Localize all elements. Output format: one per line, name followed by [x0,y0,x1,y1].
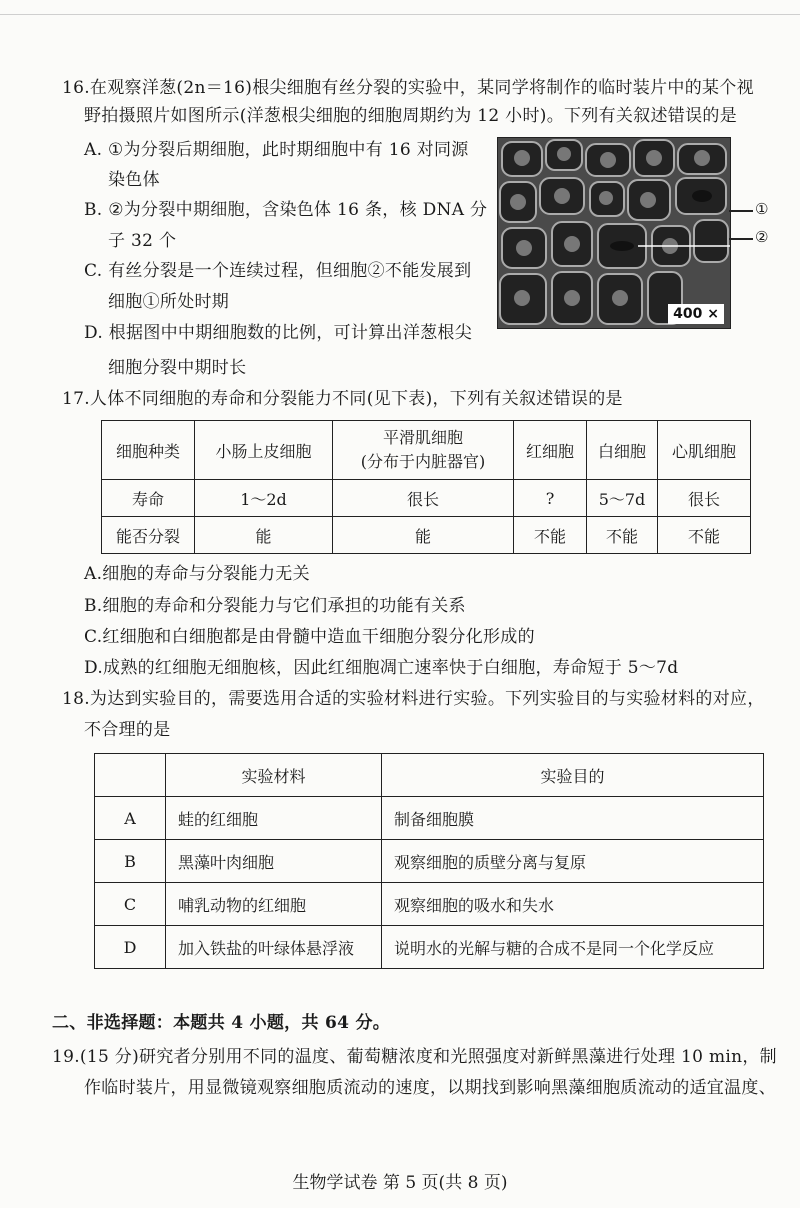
table-row [95,883,764,926]
table-cell: 很长 [333,480,514,517]
table-cell: D [95,926,166,969]
q18-material-table [94,753,764,969]
table-cell: 蛙的红细胞 [166,797,382,840]
q18-stem-line1: 18.为达到实验目的，需要选用合适的实验材料进行实验。下列实验目的与实验材料的对应， [62,689,765,709]
table-cell: A [95,797,166,840]
table-cell: 制备细胞膜 [382,797,764,840]
table-cell: 5～7d [587,480,658,517]
q16-stem-line2: 野拍摄照片如图所示(洋葱根尖细胞的细胞周期约为 12 小时)。下列有关叙述错误的是 [84,106,738,126]
table-header-cell: 实验材料 [166,754,382,797]
table-cell: 黑藻叶肉细胞 [166,840,382,883]
table-cell: 能否分裂 [102,517,195,554]
table-cell: 1～2d [195,480,333,517]
table-row [95,797,764,840]
q17-stem: 17.人体不同细胞的寿命和分裂能力不同(见下表)，下列有关叙述错误的是 [62,389,623,409]
table-cell: 能 [195,517,333,554]
table-cell: 不能 [587,517,658,554]
table-header-cell: 小肠上皮细胞 [195,421,333,480]
q18-stem-line2: 不合理的是 [84,720,171,740]
q17-option-b: B.细胞的寿命和分裂能力与它们承担的功能有关系 [84,596,466,616]
micrograph-image [497,137,731,329]
table-cell: C [95,883,166,926]
table-header-cell: 实验目的 [382,754,764,797]
table-header-row [102,421,751,480]
table-header-cell: 红细胞 [514,421,587,480]
q16-option-b-cont: 子 32 个 [108,231,177,251]
table-cell: 观察细胞的质壁分离与复原 [382,840,764,883]
table-header-cell: 白细胞 [587,421,658,480]
q16-option-c-cont: 细胞①所处时期 [108,292,230,312]
callout-label-2: ② [755,228,769,246]
q16-option-d-cont: 细胞分裂中期时长 [108,358,247,378]
section-heading: 二、非选择题：本题共 4 小题，共 64 分。 [52,1013,391,1033]
magnification-label: 400 × [668,304,724,324]
table-cell: 很长 [658,480,751,517]
table-header-cell: 心肌细胞 [658,421,751,480]
q17-option-c: C.红细胞和白细胞都是由骨髓中造血干细胞分裂分化形成的 [84,627,535,647]
header-smooth-muscle: 平滑肌细胞 [382,428,463,447]
table-cell: 不能 [658,517,751,554]
page-footer: 生物学试卷 第 5 页(共 8 页) [292,1173,508,1193]
top-rule [0,14,800,15]
header-smooth-muscle-sub: (分布于内脏器官) [360,452,486,471]
table-cell: ? [514,480,587,517]
callout-line-1 [729,210,753,212]
table-cell: 观察细胞的吸水和失水 [382,883,764,926]
callout-label-1: ① [755,200,769,218]
table-cell: 哺乳动物的红细胞 [166,883,382,926]
q19-line2: 作临时装片，用显微镜观察细胞质流动的速度，以期找到影响黑藻细胞质流动的适宜温度、 [84,1078,776,1098]
table-cell: 寿命 [102,480,195,517]
q16-option-d: D. 根据图中中期细胞数的比例，可计算出洋葱根尖 [84,323,473,343]
micrograph-cells [498,138,730,328]
table-cell: 说明水的光解与糖的合成不是同一个化学反应 [382,926,764,969]
table-cell: 加入铁盐的叶绿体悬浮液 [166,926,382,969]
q17-option-a: A.细胞的寿命与分裂能力无关 [84,564,310,584]
table-header-cell: 细胞种类 [102,421,195,480]
q17-option-d: D.成熟的红细胞无细胞核，因此红细胞凋亡速率快于白细胞，寿命短于 5～7d [84,658,679,678]
table-header-row [95,754,764,797]
q16-stem-line1: 16.在观察洋葱(2n＝16)根尖细胞有丝分裂的实验中，某同学将制作的临时装片中的某个视 [62,78,754,98]
table-row [95,926,764,969]
table-cell: 不能 [514,517,587,554]
table-cell: 能 [333,517,514,554]
q17-cell-table [101,420,751,554]
table-header-cell [95,754,166,797]
q16-option-c: C. 有丝分裂是一个连续过程，但细胞②不能发展到 [84,261,472,281]
q19-line1: 19.(15 分)研究者分别用不同的温度、葡萄糖浓度和光照强度对新鲜黑藻进行处理 10 min，制 [52,1047,777,1067]
table-header-cell [333,421,514,480]
table-row [102,517,751,554]
q16-option-a: A. ①为分裂后期细胞，此时期细胞中有 16 对同源 [84,140,469,160]
table-cell: B [95,840,166,883]
callout-line-2 [729,238,753,240]
q16-option-b: B. ②为分裂中期细胞，含染色体 16 条，核 DNA 分 [84,200,488,220]
table-row [95,840,764,883]
q16-option-a-cont: 染色体 [108,170,160,190]
table-row [102,480,751,517]
